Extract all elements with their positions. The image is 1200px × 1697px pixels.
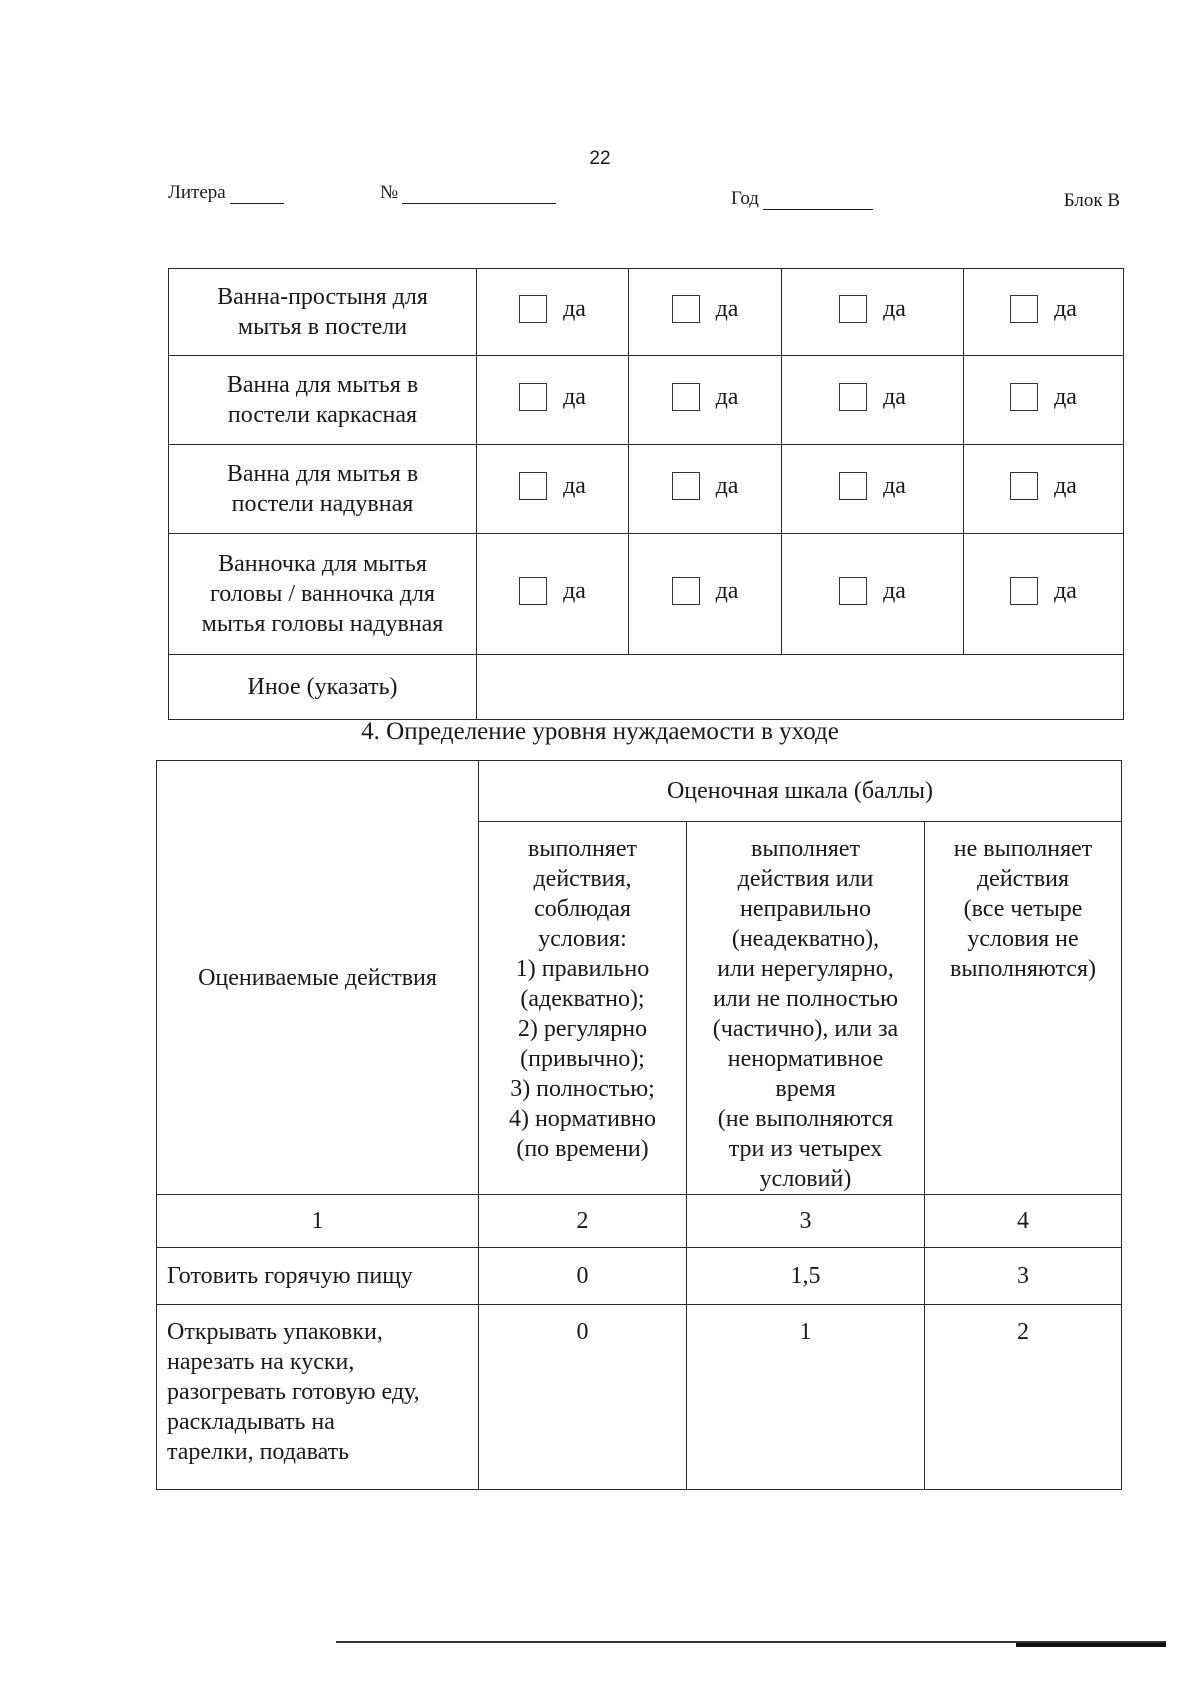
table-row <box>157 1248 1122 1305</box>
checkbox[interactable] <box>519 577 547 605</box>
row-label: Ванночка для мытья головы / ванночка для мытья головы надувная <box>169 534 477 655</box>
score-cell[interactable]: 3 <box>925 1248 1122 1305</box>
row-label: Ванна для мытья в постели каркасная <box>169 356 477 445</box>
litera-label: Литера <box>168 182 226 203</box>
checkbox[interactable] <box>1010 472 1038 500</box>
other-input-cell[interactable] <box>477 655 1124 720</box>
option-label: да <box>883 295 906 322</box>
score-cell[interactable]: 2 <box>925 1305 1122 1490</box>
score-cell[interactable]: 0 <box>479 1305 687 1490</box>
equipment-table <box>168 268 1124 720</box>
option-cell[interactable] <box>477 269 629 356</box>
option-cell[interactable] <box>782 534 964 655</box>
option-label: да <box>563 577 586 604</box>
table-row <box>169 534 1124 655</box>
year-blank[interactable] <box>763 189 873 210</box>
score-cell[interactable]: 1,5 <box>687 1248 925 1305</box>
column-number: 1 <box>157 1195 479 1248</box>
number-blank[interactable] <box>402 183 556 204</box>
option-cell[interactable] <box>477 534 629 655</box>
option-label: да <box>1054 383 1077 410</box>
option-cell[interactable] <box>782 269 964 356</box>
option-label: да <box>883 577 906 604</box>
column-description: не выполняет действия (все четыре условия не выполняются) <box>925 822 1122 1195</box>
action-label: Готовить горячую пищу <box>157 1248 479 1305</box>
column-description: выполняет действия или неправильно (неадекватно), или нерегулярно, или не полностью (частично), или за ненормативное время (не выполняются три из четырех условий) <box>687 822 925 1195</box>
checkbox[interactable] <box>839 472 867 500</box>
option-cell[interactable] <box>629 356 782 445</box>
number-field <box>380 182 556 204</box>
care-needs-table <box>156 760 1122 1490</box>
section-title: 4. Определение уровня нуждаемости в уходе <box>361 718 839 745</box>
other-label: Иное (указать) <box>169 655 477 720</box>
option-cell[interactable] <box>629 445 782 534</box>
row-label: Ванна для мытья в постели надувная <box>169 445 477 534</box>
column-number: 2 <box>479 1195 687 1248</box>
score-cell[interactable]: 1 <box>687 1305 925 1490</box>
table-row <box>169 356 1124 445</box>
table-row <box>157 1305 1122 1490</box>
option-label: да <box>883 383 906 410</box>
column-description: выполняет действия, соблюдая условия: 1) правильно (адекватно); 2) регулярно (привычно); 3) полностью; 4) нормативно (по времени) <box>479 822 687 1195</box>
checkbox[interactable] <box>672 472 700 500</box>
option-label: да <box>715 383 739 410</box>
year-label: Год <box>731 188 759 209</box>
column-number: 3 <box>687 1195 925 1248</box>
checkbox[interactable] <box>672 383 700 411</box>
option-label: да <box>1054 472 1077 499</box>
option-cell[interactable] <box>964 445 1124 534</box>
block-label: Блок В <box>1063 190 1120 211</box>
checkbox[interactable] <box>1010 295 1038 323</box>
checkbox[interactable] <box>672 577 700 605</box>
checkbox[interactable] <box>519 383 547 411</box>
option-label: да <box>715 472 739 499</box>
option-cell[interactable] <box>477 445 629 534</box>
option-label: да <box>1054 295 1077 322</box>
option-label: да <box>563 383 586 410</box>
option-cell[interactable] <box>629 534 782 655</box>
evaluated-actions-header: Оцениваемые действия <box>157 761 479 1195</box>
checkbox[interactable] <box>1010 577 1038 605</box>
litera-blank[interactable] <box>230 183 284 204</box>
option-cell[interactable] <box>782 445 964 534</box>
score-cell[interactable]: 0 <box>479 1248 687 1305</box>
checkbox[interactable] <box>672 295 700 323</box>
action-label: Открывать упаковки, нарезать на куски, разогревать готовую еду, раскладывать на тарелки, подавать <box>157 1305 479 1490</box>
table-row <box>169 655 1124 720</box>
table-row <box>169 445 1124 534</box>
option-cell[interactable] <box>964 534 1124 655</box>
checkbox[interactable] <box>839 383 867 411</box>
option-cell[interactable] <box>477 356 629 445</box>
footer-divider-thick <box>1016 1643 1166 1647</box>
table-row <box>157 761 1122 822</box>
column-number: 4 <box>925 1195 1122 1248</box>
option-label: да <box>563 472 586 499</box>
option-label: да <box>883 472 906 499</box>
option-cell[interactable] <box>782 356 964 445</box>
checkbox[interactable] <box>839 577 867 605</box>
year-field <box>731 188 873 210</box>
option-label: да <box>715 295 739 322</box>
checkbox[interactable] <box>519 472 547 500</box>
document-header <box>168 182 1120 212</box>
scale-header: Оценочная шкала (баллы) <box>479 761 1122 822</box>
option-cell[interactable] <box>964 356 1124 445</box>
option-label: да <box>715 577 739 604</box>
checkbox[interactable] <box>1010 383 1038 411</box>
checkbox[interactable] <box>519 295 547 323</box>
option-label: да <box>1054 577 1077 604</box>
table-row <box>169 269 1124 356</box>
litera-field <box>168 182 284 204</box>
checkbox[interactable] <box>839 295 867 323</box>
number-label: № <box>380 182 399 203</box>
page-number: 22 <box>589 148 611 169</box>
table-row <box>157 1195 1122 1248</box>
row-label: Ванна-простыня для мытья в постели <box>169 269 477 356</box>
option-label: да <box>563 295 586 322</box>
option-cell[interactable] <box>964 269 1124 356</box>
option-cell[interactable] <box>629 269 782 356</box>
